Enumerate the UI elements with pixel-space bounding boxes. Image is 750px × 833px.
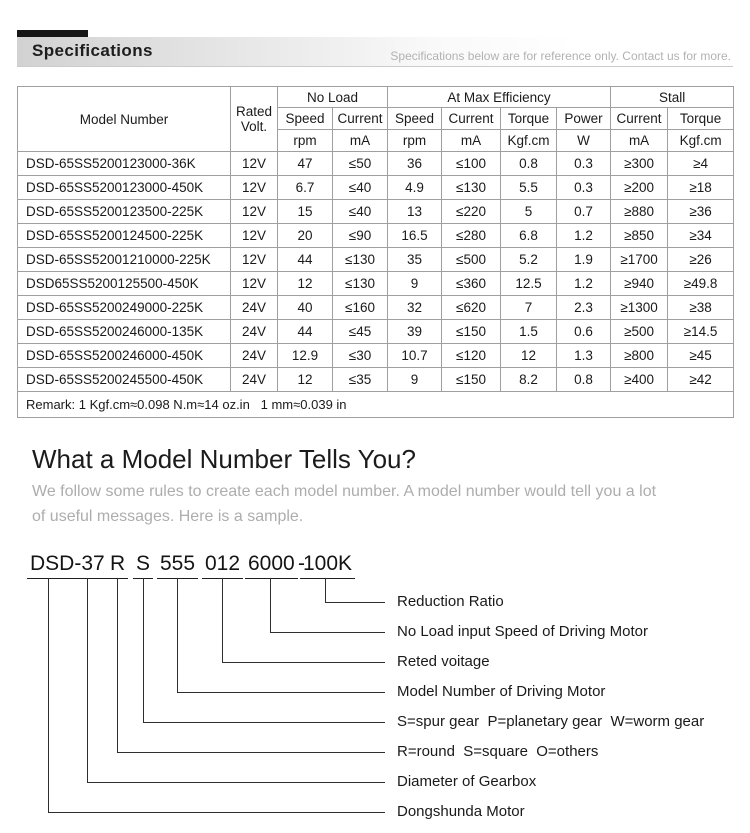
spec-value-cell: 0.6 xyxy=(557,320,611,344)
spec-value-cell: ≥45 xyxy=(668,344,734,368)
spec-table xyxy=(17,86,734,418)
table-row xyxy=(18,248,734,272)
spec-value-cell: ≤130 xyxy=(442,176,501,200)
spec-value-cell: ≥850 xyxy=(611,224,668,248)
callout-label: Model Number of Driving Motor xyxy=(397,683,606,700)
section-heading: What a Model Number Tells You? xyxy=(32,444,416,474)
spec-value-cell: 36 xyxy=(388,152,442,176)
spec-table-body xyxy=(18,152,734,392)
connector-vertical-line xyxy=(222,578,223,662)
spec-value-cell: ≥26 xyxy=(668,248,734,272)
callout-label: S=spur gear P=planetary gear W=worm gear xyxy=(397,713,705,730)
model-number-cell: DSD-65SS5200249000-225K xyxy=(18,296,231,320)
unit-header: mA xyxy=(333,130,388,152)
spec-value-cell: ≤150 xyxy=(442,368,501,392)
spec-value-cell: 5 xyxy=(501,200,557,224)
model-segment-prefix: DSD-37 xyxy=(27,552,108,579)
table-row xyxy=(18,320,734,344)
spec-value-cell: ≥49.8 xyxy=(668,272,734,296)
col-header: Torque xyxy=(501,108,557,130)
spec-value-cell: 0.3 xyxy=(557,152,611,176)
connector-vertical-line xyxy=(143,578,144,722)
connector-vertical-line xyxy=(48,578,49,812)
spec-value-cell: 2.3 xyxy=(557,296,611,320)
spec-value-cell: ≥14.5 xyxy=(668,320,734,344)
spec-value-cell: 1.3 xyxy=(557,344,611,368)
callout-label: Reduction Ratio xyxy=(397,593,504,610)
table-row xyxy=(18,152,734,176)
model-number-cell: DSD-65SS5200123500-225K xyxy=(18,200,231,224)
model-number-cell: DSD-65SS52001210000-225K xyxy=(18,248,231,272)
spec-value-cell: 12.5 xyxy=(501,272,557,296)
unit-header: Kgf.cm xyxy=(668,130,734,152)
spec-value-cell: ≤150 xyxy=(442,320,501,344)
table-row xyxy=(18,296,734,320)
model-segment-shape: R xyxy=(107,552,128,579)
spec-value-cell: 0.8 xyxy=(501,152,557,176)
spec-value-cell: 15 xyxy=(278,200,333,224)
rated-volt-line2: Volt. xyxy=(240,119,268,134)
connector-horizontal-line xyxy=(117,752,385,753)
model-number-header: Model Number xyxy=(18,87,231,152)
spec-value-cell: ≥42 xyxy=(668,368,734,392)
spec-value-cell: 16.5 xyxy=(388,224,442,248)
spec-value-cell: ≥1300 xyxy=(611,296,668,320)
spec-value-cell: 12V xyxy=(231,176,278,200)
col-header: Current xyxy=(442,108,501,130)
spec-value-cell: 32 xyxy=(388,296,442,320)
spec-value-cell: 0.3 xyxy=(557,176,611,200)
spec-value-cell: 10.7 xyxy=(388,344,442,368)
spec-value-cell: ≤30 xyxy=(333,344,388,368)
spec-value-cell: ≥400 xyxy=(611,368,668,392)
spec-value-cell: 1.2 xyxy=(557,224,611,248)
model-number-cell: DSD-65SS5200246000-450K xyxy=(18,344,231,368)
model-number-cell: DSD-65SS5200245500-450K xyxy=(18,368,231,392)
spec-value-cell: ≥38 xyxy=(668,296,734,320)
connector-horizontal-line xyxy=(48,812,385,813)
header-note: Specifications below are for reference only. Contact us for more. xyxy=(390,49,731,63)
spec-value-cell: ≤130 xyxy=(333,248,388,272)
spec-value-cell: ≤130 xyxy=(333,272,388,296)
spec-value-cell: ≥880 xyxy=(611,200,668,224)
header-accent-bar xyxy=(17,30,88,37)
spec-value-cell: 12V xyxy=(231,248,278,272)
page-title: Specifications xyxy=(32,41,153,60)
col-header: Speed xyxy=(278,108,333,130)
col-header: Current xyxy=(611,108,668,130)
unit-header: mA xyxy=(611,130,668,152)
spec-value-cell: ≤40 xyxy=(333,200,388,224)
unit-header: W xyxy=(557,130,611,152)
spec-value-cell: ≤160 xyxy=(333,296,388,320)
section-intro: We follow some rules to create each model number. A model number would tell you a lot of useful messages. Here is a sample. xyxy=(32,483,657,525)
group-header-no-load: No Load xyxy=(278,87,388,108)
spec-value-cell: ≤620 xyxy=(442,296,501,320)
table-header-row xyxy=(18,87,734,108)
spec-value-cell: 6.7 xyxy=(278,176,333,200)
spec-value-cell: 20 xyxy=(278,224,333,248)
model-number-cell: DSD-65SS5200123000-450K xyxy=(18,176,231,200)
spec-value-cell: ≤280 xyxy=(442,224,501,248)
spec-value-cell: 24V xyxy=(231,296,278,320)
group-header-stall: Stall xyxy=(611,87,734,108)
connector-horizontal-line xyxy=(270,632,385,633)
spec-value-cell: 12V xyxy=(231,152,278,176)
spec-value-cell: 12 xyxy=(278,272,333,296)
remark-text: Remark: 1 Kgf.cm≈0.098 N.m≈14 oz.in 1 mm≈0.039 in xyxy=(18,392,734,418)
spec-value-cell: 7 xyxy=(501,296,557,320)
spec-value-cell: 39 xyxy=(388,320,442,344)
model-segment-dash: - xyxy=(298,552,305,575)
unit-header: mA xyxy=(442,130,501,152)
unit-header: Kgf.cm xyxy=(501,130,557,152)
spec-value-cell: ≥36 xyxy=(668,200,734,224)
col-header: Power xyxy=(557,108,611,130)
spec-value-cell: 5.5 xyxy=(501,176,557,200)
connector-horizontal-line xyxy=(143,722,385,723)
table-row xyxy=(18,176,734,200)
spec-value-cell: 24V xyxy=(231,320,278,344)
spec-value-cell: ≥18 xyxy=(668,176,734,200)
spec-value-cell: 24V xyxy=(231,344,278,368)
unit-header: rpm xyxy=(278,130,333,152)
spec-value-cell: 12V xyxy=(231,224,278,248)
connector-horizontal-line xyxy=(325,602,385,603)
spec-value-cell: 5.2 xyxy=(501,248,557,272)
connector-vertical-line xyxy=(117,578,118,752)
spec-value-cell: 44 xyxy=(278,320,333,344)
col-header: Speed xyxy=(388,108,442,130)
spec-value-cell: 1.9 xyxy=(557,248,611,272)
callout-label: Dongshunda Motor xyxy=(397,803,525,820)
spec-value-cell: ≤500 xyxy=(442,248,501,272)
model-diagram xyxy=(0,540,750,833)
spec-value-cell: ≤45 xyxy=(333,320,388,344)
spec-value-cell: ≤40 xyxy=(333,176,388,200)
table-row xyxy=(18,368,734,392)
connector-vertical-line xyxy=(87,578,88,782)
spec-value-cell: 13 xyxy=(388,200,442,224)
spec-value-cell: 47 xyxy=(278,152,333,176)
spec-value-cell: 4.9 xyxy=(388,176,442,200)
rated-volt-line1: Rated xyxy=(235,104,273,119)
model-number-cell: DSD-65SS5200123000-36K xyxy=(18,152,231,176)
spec-value-cell: 44 xyxy=(278,248,333,272)
spec-value-cell: 9 xyxy=(388,368,442,392)
spec-value-cell: ≥800 xyxy=(611,344,668,368)
spec-value-cell: 0.8 xyxy=(557,368,611,392)
callout-label: No Load input Speed of Driving Motor xyxy=(397,623,648,640)
table-row xyxy=(18,272,734,296)
spec-value-cell: ≥1700 xyxy=(611,248,668,272)
spec-value-cell: ≥4 xyxy=(668,152,734,176)
spec-value-cell: 12V xyxy=(231,272,278,296)
spec-value-cell: ≤100 xyxy=(442,152,501,176)
model-segment-speed: 6000 xyxy=(245,552,298,579)
connector-vertical-line xyxy=(270,578,271,632)
spec-value-cell: 12 xyxy=(501,344,557,368)
remark-row xyxy=(18,392,734,418)
spec-value-cell: ≤90 xyxy=(333,224,388,248)
spec-value-cell: ≥34 xyxy=(668,224,734,248)
spec-value-cell: 8.2 xyxy=(501,368,557,392)
spec-value-cell: 6.8 xyxy=(501,224,557,248)
spec-value-cell: ≥500 xyxy=(611,320,668,344)
model-segment-motor: 555 xyxy=(157,552,198,579)
connector-horizontal-line xyxy=(177,692,385,693)
model-number-cell: DSD-65SS5200246000-135K xyxy=(18,320,231,344)
spec-value-cell: ≤220 xyxy=(442,200,501,224)
table-row xyxy=(18,344,734,368)
group-header-max-efficiency: At Max Efficiency xyxy=(388,87,611,108)
spec-value-cell: ≤35 xyxy=(333,368,388,392)
spec-value-cell: ≤50 xyxy=(333,152,388,176)
spec-value-cell: ≥300 xyxy=(611,152,668,176)
spec-value-cell: 12.9 xyxy=(278,344,333,368)
spec-value-cell: 40 xyxy=(278,296,333,320)
connector-horizontal-line xyxy=(87,782,385,783)
spec-value-cell: 12 xyxy=(278,368,333,392)
callout-label: Diameter of Gearbox xyxy=(397,773,537,790)
spec-value-cell: ≥940 xyxy=(611,272,668,296)
spec-value-cell: 24V xyxy=(231,368,278,392)
rated-volt-header xyxy=(231,87,278,152)
section-header-bar xyxy=(17,37,733,67)
spec-value-cell: 1.2 xyxy=(557,272,611,296)
table-row xyxy=(18,200,734,224)
spec-value-cell: 35 xyxy=(388,248,442,272)
callout-label: Reted voitage xyxy=(397,653,490,670)
spec-value-cell: 0.7 xyxy=(557,200,611,224)
spec-value-cell: ≤120 xyxy=(442,344,501,368)
callout-label: R=round S=square O=others xyxy=(397,743,599,760)
model-number-cell: DSD65SS5200125500-450K xyxy=(18,272,231,296)
model-segment-geartype: S xyxy=(133,552,153,579)
model-segment-ratio: 100K xyxy=(300,552,355,579)
connector-vertical-line xyxy=(177,578,178,692)
col-header: Current xyxy=(333,108,388,130)
table-row xyxy=(18,224,734,248)
spec-value-cell: 1.5 xyxy=(501,320,557,344)
spec-value-cell: ≥200 xyxy=(611,176,668,200)
connector-vertical-line xyxy=(325,578,326,602)
col-header: Torque xyxy=(668,108,734,130)
spec-value-cell: ≤360 xyxy=(442,272,501,296)
unit-header: rpm xyxy=(388,130,442,152)
spec-value-cell: 9 xyxy=(388,272,442,296)
connector-horizontal-line xyxy=(222,662,385,663)
spec-value-cell: 12V xyxy=(231,200,278,224)
model-number-cell: DSD-65SS5200124500-225K xyxy=(18,224,231,248)
model-segment-voltage: 012 xyxy=(202,552,243,579)
